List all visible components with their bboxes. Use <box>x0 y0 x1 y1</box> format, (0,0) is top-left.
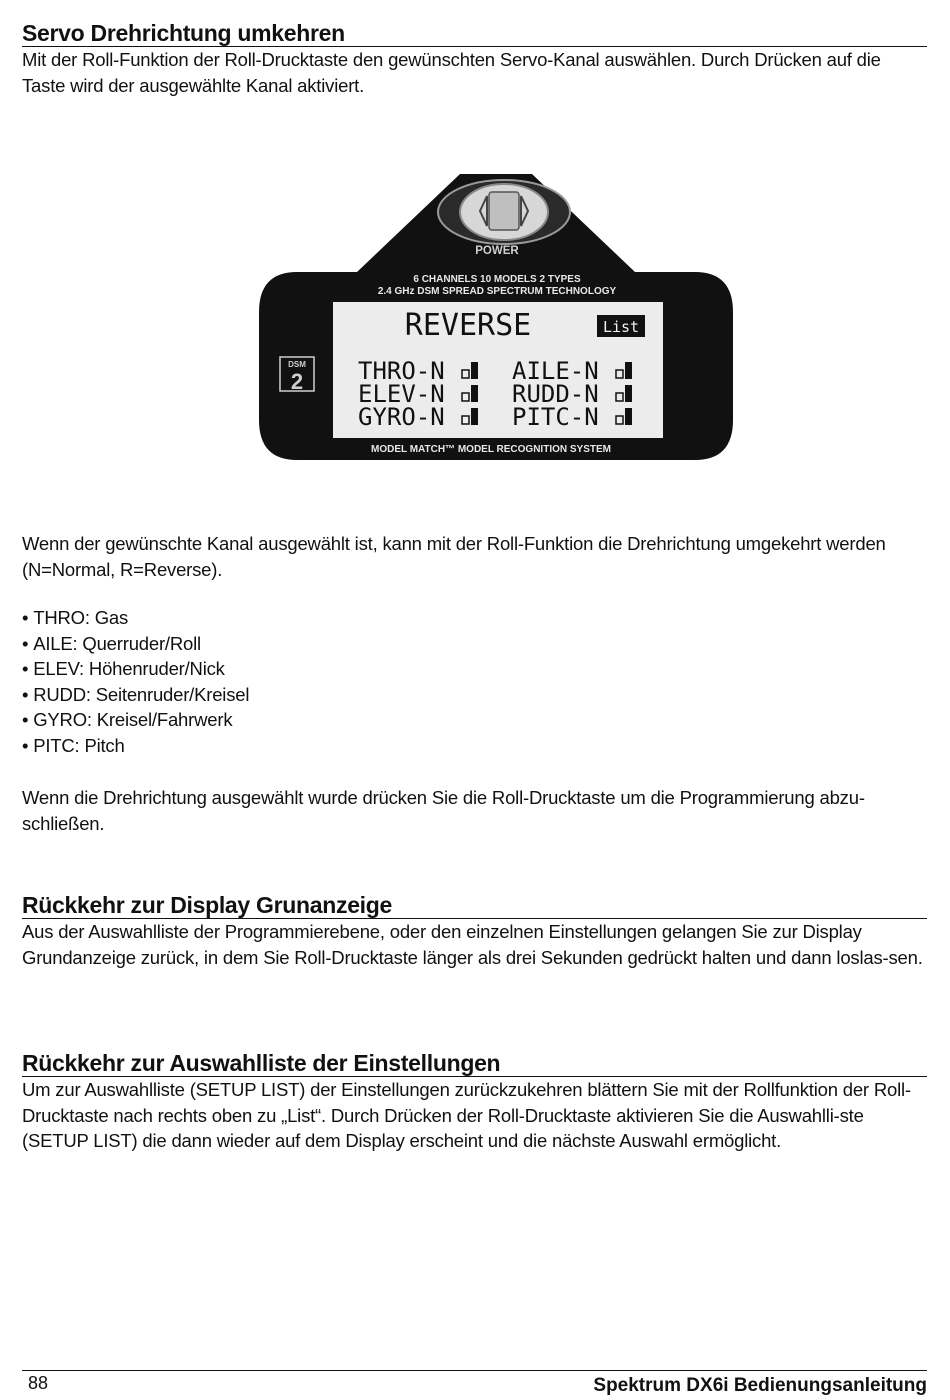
intro-paragraph: Mit der Roll-Funktion der Roll-Drucktaste den gewünschten Servo-Kanal auswählen. Durch Drücken auf die Taste wird der ausgewählte Kanal aktiviert. <box>22 49 881 96</box>
list-item: • GYRO: Kreisel/Fahrwerk <box>22 707 249 733</box>
footer-divider <box>22 1370 927 1371</box>
list-button-label: List <box>602 318 640 336</box>
transmitter-display-illustration <box>255 172 737 464</box>
list-item: • ELEV: Höhenruder/Nick <box>22 656 249 682</box>
setup-list-paragraph: Um zur Auswahlliste (SETUP LIST) der Einstellungen zurückzukehren blättern Sie mit der Rollfunktion der Roll-Drucktaste nach rechts oben zu „List“. Durch Drücken der Roll-Drucktaste aktivieren Sie die Auswahlli-ste (SETUP LIST) die dann wieder auf dem Display erscheint und die nächste Auswahl ermöglicht. <box>22 1079 911 1151</box>
lcd-channel-label[interactable]: AILE-N <box>512 357 599 385</box>
reverse-paragraph: Wenn der gewünschte Kanal ausgewählt ist, kann mit der Roll-Funktion die Drehrichtung umgekehrt werden (N=Normal, R=Reverse). <box>22 533 886 580</box>
svg-text:DSM: DSM <box>288 360 306 369</box>
lcd-title: REVERSE <box>404 308 532 343</box>
power-label: POWER <box>475 245 519 257</box>
footer-title: Spektrum DX6i Bedienungsanleitung <box>593 1375 927 1396</box>
section-heading-servo-reverse: Servo Drehrichtung umkehren <box>22 20 927 47</box>
list-item: • AILE: Querruder/Roll <box>22 631 249 657</box>
list-item: • RUDD: Seitenruder/Kreisel <box>22 682 249 708</box>
svg-text:2: 2 <box>290 369 304 394</box>
channel-list <box>22 605 249 758</box>
finish-paragraph: Wenn die Drehrichtung ausgewählt wurde drücken Sie die Roll-Drucktaste um die Programmierung abzu-schließen. <box>22 787 865 834</box>
section-heading-display: Rückkehr zur Display Grunanzeige <box>22 892 927 919</box>
lcd-channel-label[interactable]: PITC-N <box>512 403 599 431</box>
device-header-line-1: 6 CHANNELS 10 MODELS 2 TYPES <box>413 274 581 285</box>
lcd-channel-label[interactable]: RUDD-N <box>512 380 599 408</box>
display-paragraph: Aus der Auswahlliste der Programmierebene, oder den einzelnen Einstellungen gelangen Sie zur Display Grundanzeige zurück, in dem Sie Roll-Drucktaste länger als drei Sekunden gedrückt halten und dann loslas-sen. <box>22 921 923 968</box>
device-header-line-2: 2.4 GHz DSM SPREAD SPECTRUM TECHNOLOGY <box>377 286 617 297</box>
lcd-channel-label[interactable]: GYRO-N <box>358 403 445 431</box>
model-match-label: MODEL MATCH™ MODEL RECOGNITION SYSTEM <box>370 444 612 455</box>
page-number: 88 <box>28 1373 49 1393</box>
list-item: • PITC: Pitch <box>22 733 249 759</box>
list-item: • THRO: Gas <box>22 605 249 631</box>
section-heading-setup-list: Rückkehr zur Auswahlliste der Einstellungen <box>22 1050 927 1077</box>
lcd-channel-label[interactable]: ELEV-N <box>358 380 445 408</box>
lcd-channel-label[interactable]: THRO-N <box>358 357 445 385</box>
